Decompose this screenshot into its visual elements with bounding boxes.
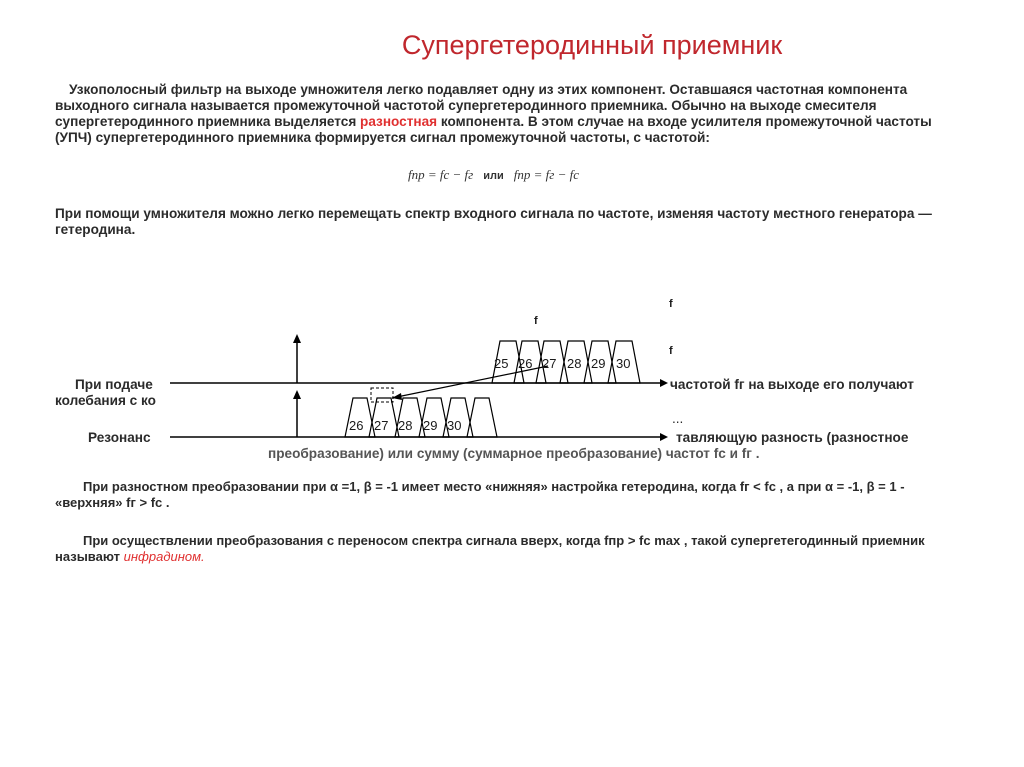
paragraph-difference-text: При разностном преобразовании при α =1, β = -1 имеет место «нижняя» настройка гетеродина, когда fг < fc , а при α = -1, β = 1 - «верхняя» fг > fc . [55, 479, 905, 510]
paragraph-intro-text-b: компонента. В этом случае на входе усилителя промежуточной частоты (УПЧ) супергетеродинного приемника формируется сигнал промежуточной частоты, с частотой: [55, 114, 932, 145]
upper-label-29: 29 [591, 356, 606, 371]
line-3-right: тавляющую разность (разностное [676, 430, 909, 445]
lower-label-29: 29 [423, 418, 438, 433]
lower-label-28: 28 [398, 418, 413, 433]
upper-label-26: 26 [518, 356, 533, 371]
line-4: преобразование) или сумму (суммарное преобразование) частот fc и fг . [268, 446, 760, 461]
formula-left: fпр = fc − fг [408, 167, 474, 182]
f-label-1: f [534, 315, 538, 327]
lower-label-26: 26 [349, 418, 364, 433]
page-title: Супергетеродинный приемник [401, 30, 783, 60]
upper-label-30: 30 [616, 356, 631, 371]
paragraph-intro-text-a: Узкополосный фильтр на выходе умножителя легко подавляет одну из этих компонент. Оставшаяся частотная компонента выходного сигнала называется промежуточной частотой супергетеродинного приемника. Обычно на выходе смесителя супергетеродинного приемника выделяется [55, 82, 908, 129]
lower-label-27: 27 [374, 418, 389, 433]
paragraph-infradyne [55, 533, 955, 565]
lower-label-30: 30 [447, 418, 462, 433]
highlight-raznostnaya: разностная [360, 114, 438, 129]
highlight-infradin: инфрадином. [123, 549, 205, 564]
f-label-2: f [669, 298, 673, 310]
paragraph-mixer: При помощи умножителя можно легко перемещать спектр входного сигнала по частоте, изменяя частоту местного генератора — гетеродина. [55, 206, 932, 237]
paragraph-difference [55, 479, 955, 511]
line-2-dots: ... [672, 411, 684, 426]
line-2-left: колебания с ко [55, 393, 156, 408]
line-3-left: Резонанс [88, 430, 151, 445]
upper-label-27: 27 [542, 356, 557, 371]
f-label-3: f [669, 345, 673, 357]
paragraph-infradyne-text: При осуществлении преобразования с переносом спектра сигнала вверх, когда fпр > fc max , такой супергетегодинный приемник называют [55, 533, 925, 564]
formula-right: fпр = fг − fc [513, 167, 579, 182]
upper-label-28: 28 [567, 356, 582, 371]
line-1-left: При подаче [75, 377, 153, 392]
line-1-right: частотой fг на выходе его получают [670, 377, 914, 392]
formula-or: или [483, 170, 504, 182]
upper-label-25: 25 [494, 356, 509, 371]
